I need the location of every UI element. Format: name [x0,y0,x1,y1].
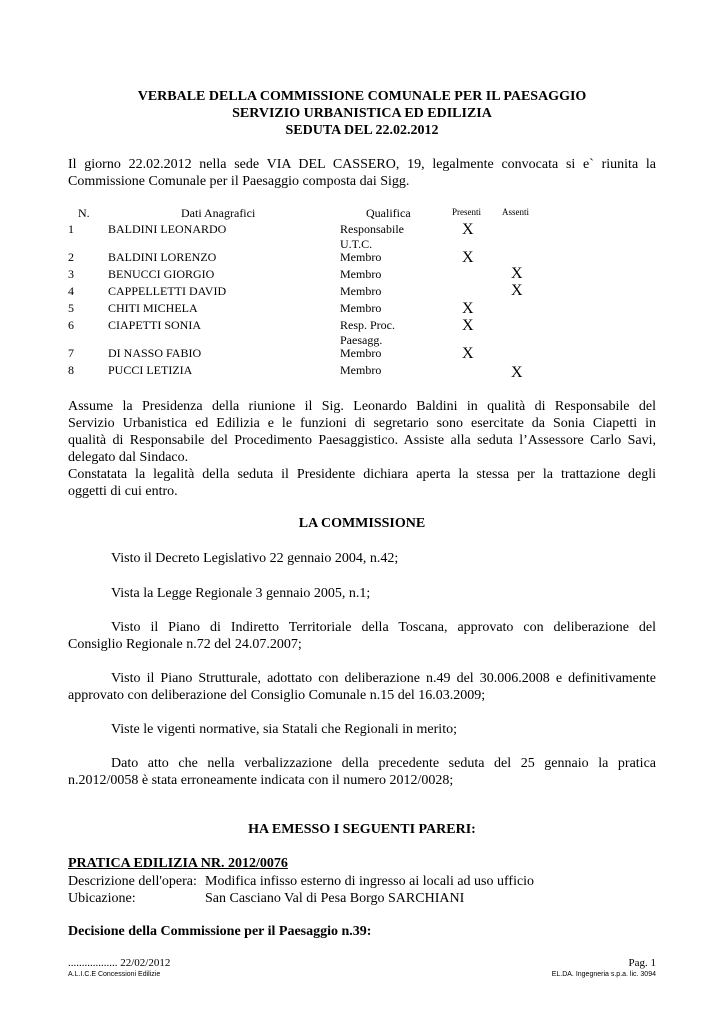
presente-mark: X [462,249,474,266]
intro-line-2: Commissione Comunale per il Paesaggio composta dai Sigg. [68,174,410,189]
row-number: 2 [68,250,74,264]
member-name: CHITI MICHELA [108,301,198,315]
visto-line: Visto il Piano di Indiretto Territoriale della Toscana, approvato con deliberazione del [111,620,656,635]
presidenza-line-5: Constatata la legalità della seduta il Presidente dichiara aperta la stessa per la trattazione degli [68,467,656,482]
row-number: 8 [68,363,74,377]
assente-mark: X [511,282,523,299]
dato-atto [68,755,656,789]
presidenza-line-1: Assume la Presidenza della riunione il Sig. Leonardo Baldini in qualità di Responsabile del [68,399,656,414]
presidenza-line-2: Servizio Urbanistica ed Edilizia e le funzioni di segretario sono esercitate da Sonia Ciapetti in [68,416,656,431]
row-number: 3 [68,267,74,281]
visto-line: approvato con deliberazione del Consiglio Comunale n.15 del 16.03.2009; [68,688,486,703]
visto-line: Visto il Piano Strutturale, adottato con deliberazione n.49 del 30.006.2008 e definitivamente [111,671,656,686]
assente-mark: X [511,265,523,282]
member-name: CAPPELLETTI DAVID [108,284,227,298]
footer-page-number: Pag. 1 [628,957,656,969]
pareri-heading: HA EMESSO I SEGUENTI PARERI: [248,822,476,837]
row-number: 6 [68,318,74,332]
table-row [68,222,656,252]
intro-line-1: Il giorno 22.02.2012 nella sede VIA DEL CASSERO, 19, legalmente convocata si e` riunita la [68,157,656,172]
assente-mark: X [511,364,523,381]
descrizione-value: Modifica infisso esterno di ingresso ai locali ad uso ufficio [205,874,535,889]
member-qualifica: Membro [340,250,382,264]
ubicazione-value: San Casciano Val di Pesa Borgo SARCHIANI [205,891,465,906]
presente-mark: X [462,300,474,317]
footer-license: EL.DA. Ingegneria s.p.a. lic. 3094 [551,971,656,978]
visto-piano-indirizzo [68,619,656,653]
header-dati-anagrafici: Dati Anagrafici [181,206,256,220]
presidenza-line-3: qualità di Responsabile del Procedimento Paesaggistico. Assiste alla seduta l’Assessore Carlo Savi, [68,433,656,448]
header-n: N. [78,206,90,220]
member-name: CIAPETTI SONIA [108,318,201,332]
title-line-2: SERVIZIO URBANISTICA ED EDILIZIA [232,106,492,121]
member-qualifica: Responsabile [340,222,404,236]
member-name: BALDINI LEONARDO [108,222,227,236]
visto-legge [68,585,656,602]
footer-software: A.L.I.C.E Concessioni Edilizie [68,971,161,978]
intro-paragraph [68,156,656,190]
member-qualifica: Membro [340,363,382,377]
visto-line: Visto il Decreto Legislativo 22 gennaio 2004, n.42; [111,551,399,566]
member-qualifica-cont: Paesagg. [340,333,383,347]
pratica-title: PRATICA EDILIZIA NR. 2012/0076 [68,856,288,871]
visto-line: Viste le vigenti normative, sia Statali che Regionali in merito; [111,722,457,737]
member-qualifica: Membro [340,284,382,298]
presente-mark: X [462,221,474,238]
visto-line: Consiglio Regionale n.72 del 24.07.2007; [68,637,302,652]
member-name: PUCCI LETIZIA [108,363,193,377]
presidenza-paragraph [68,398,656,500]
presidenza-line-6: oggetti di cui entro. [68,484,178,499]
table-row [68,318,656,348]
title-line-1: VERBALE DELLA COMMISSIONE COMUNALE PER IL PAESAGGIO [137,89,587,104]
header-presenti: Presenti [452,207,481,217]
table-row [68,363,656,393]
pratica-descrizione [68,873,535,890]
ubicazione-label: Ubicazione: [68,891,136,906]
descrizione-label: Descrizione dell'opera: [68,874,197,889]
visto-line: Vista la Legge Regionale 3 gennaio 2005, n.1; [111,586,371,601]
presente-mark: X [462,317,474,334]
viste-normative [68,721,656,738]
member-qualifica-cont: U.T.C. [340,237,373,251]
footer-date: .................. 22/02/2012 [68,957,171,969]
member-qualifica: Membro [340,346,382,360]
member-qualifica: Resp. Proc. [340,318,395,332]
member-name: BALDINI LORENZO [108,250,217,264]
row-number: 4 [68,284,74,298]
row-number: 5 [68,301,74,315]
member-name: DI NASSO FABIO [108,346,202,360]
member-qualifica: Membro [340,301,382,315]
presente-mark: X [462,345,474,362]
pratica-ubicazione [68,890,465,907]
row-number: 7 [68,346,74,360]
title-line-3: SEDUTA DEL 22.02.2012 [285,123,439,138]
visto-line: Dato atto che nella verbalizzazione della precedente seduta del 25 gennaio la pratica [111,756,656,771]
row-number: 1 [68,222,74,236]
header-qualifica: Qualifica [366,206,411,220]
visto-line: n.2012/0058 è stata erroneamente indicata con il numero 2012/0028; [68,773,454,788]
member-name: BENUCCI GIORGIO [108,267,215,281]
visto-piano-strutturale [68,670,656,704]
header-assenti: Assenti [502,207,529,217]
visto-decreto [68,550,656,567]
decisione-heading: Decisione della Commissione per il Paesaggio n.39: [68,924,372,939]
presidenza-line-4: delegato dal Sindaco. [68,450,189,465]
commissione-heading: LA COMMISSIONE [298,516,426,531]
member-qualifica: Membro [340,267,382,281]
